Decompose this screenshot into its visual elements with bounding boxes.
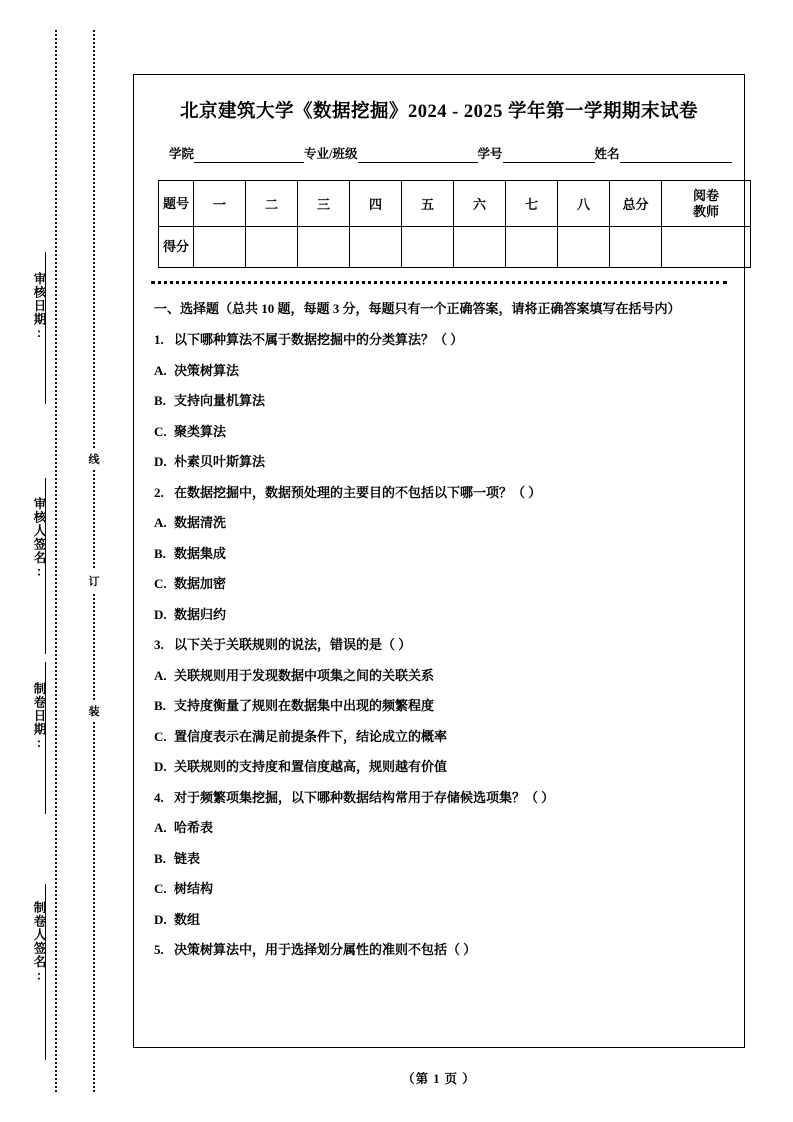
label-reviewer-signature: 审核人签名:	[32, 497, 46, 580]
question-3-option-c[interactable]	[154, 727, 724, 747]
cell-question-3: 三	[298, 181, 350, 227]
field-student-id[interactable]	[478, 144, 595, 163]
cell-grader-label-line1: 阅卷	[692, 188, 719, 204]
question-5-stem	[154, 940, 724, 960]
cell-score-1[interactable]	[194, 227, 246, 268]
page-title: 北京建筑大学《数据挖掘》2024 - 2025 学年第一学期期末试卷	[179, 102, 699, 122]
cell-question-label-text: 题号	[162, 195, 189, 211]
cell-score-grader[interactable]	[662, 227, 751, 268]
question-4-text: 对于频繁项集挖掘，以下哪种数据结构常用于存储候选项集？（ ）	[174, 789, 555, 805]
question-4-option-a[interactable]	[154, 818, 724, 838]
question-3-option-a-letter: A.	[154, 667, 167, 683]
question-3-option-d-text: 关联规则的支持度和置信度越高，规则越有价值	[174, 759, 448, 775]
cell-question-label	[159, 181, 194, 227]
question-2-option-b[interactable]	[154, 544, 724, 564]
cell-score-3[interactable]	[298, 227, 350, 268]
question-1-option-b-text: 支持向量机算法	[174, 393, 266, 409]
binding-margin	[0, 0, 133, 1122]
field-name[interactable]	[595, 144, 732, 163]
cell-question-6: 六	[454, 181, 506, 227]
field-major-class-blank[interactable]	[358, 148, 478, 163]
cell-question-2: 二	[246, 181, 298, 227]
question-2-option-b-text: 数据集成	[174, 545, 227, 561]
exam-body	[154, 298, 724, 960]
rail-char-line: 线	[86, 448, 102, 470]
cell-score-total[interactable]	[610, 227, 662, 268]
question-5-number: 5.	[154, 942, 164, 958]
question-1-option-d-letter: D.	[154, 454, 167, 470]
cell-grader-label-line2: 教师	[692, 203, 719, 219]
question-3-option-c-letter: C.	[154, 728, 167, 744]
question-4-option-d-letter: D.	[154, 911, 167, 927]
question-1-option-a[interactable]	[154, 361, 724, 381]
question-2-option-d[interactable]	[154, 605, 724, 625]
question-3-number: 3.	[154, 637, 164, 653]
rail-char-bind: 订	[86, 570, 102, 592]
field-student-id-blank[interactable]	[503, 148, 595, 163]
question-2-option-c[interactable]	[154, 574, 724, 594]
score-table	[158, 180, 751, 268]
field-college-label: 学院	[169, 147, 195, 161]
field-major-class-label: 专业/班级	[304, 147, 358, 161]
table-row-question-numbers	[159, 181, 751, 227]
cell-question-7: 七	[506, 181, 558, 227]
question-1-option-c-letter: C.	[154, 423, 167, 439]
question-1-option-a-text: 决策树算法	[174, 362, 240, 378]
exam-paper-frame	[133, 74, 745, 1048]
cell-score-6[interactable]	[454, 227, 506, 268]
section-heading-multiple-choice: 一、选择题（总共 10 题，每题 3 分，每题只有一个正确答案，请将正确答案填写在括号内）	[154, 301, 681, 316]
field-name-label: 姓名	[594, 147, 620, 161]
question-2-stem	[154, 483, 724, 503]
question-5-text: 决策树算法中，用于选择划分属性的准则不包括（ ）	[174, 942, 477, 958]
question-3-option-a-text: 关联规则用于发现数据中项集之间的关联关系	[174, 667, 435, 683]
student-info-row	[169, 144, 727, 163]
question-1-option-d[interactable]	[154, 452, 724, 472]
question-4-option-b-text: 链表	[174, 850, 201, 866]
question-2-option-a[interactable]	[154, 513, 724, 533]
cell-score-8[interactable]	[558, 227, 610, 268]
cell-question-8: 八	[558, 181, 610, 227]
question-3-option-b[interactable]	[154, 696, 724, 716]
question-4-option-c[interactable]	[154, 879, 724, 899]
question-1-text: 以下哪种算法不属于数据挖掘中的分类算法？（ ）	[174, 332, 464, 348]
question-2-text: 在数据挖掘中，数据预处理的主要目的不包括以下哪一项？（ ）	[174, 484, 542, 500]
question-3-option-d[interactable]	[154, 757, 724, 777]
question-3-text: 以下关于关联规则的说法，错误的是（ ）	[174, 637, 412, 653]
question-4-option-d[interactable]	[154, 910, 724, 930]
question-2-option-a-letter: A.	[154, 515, 167, 531]
field-name-blank[interactable]	[620, 148, 732, 163]
question-1-option-d-text: 朴素贝叶斯算法	[174, 454, 266, 470]
field-student-id-label: 学号	[477, 147, 503, 161]
field-college[interactable]	[169, 144, 304, 163]
binding-dotted-line-outer	[55, 30, 57, 1092]
cell-score-label-text: 得分	[162, 239, 189, 255]
question-1-option-b-letter: B.	[154, 393, 166, 409]
question-3-option-c-text: 置信度表示在满足前提条件下，结论成立的概率	[174, 728, 448, 744]
question-2-option-d-letter: D.	[154, 606, 167, 622]
rail-char-assemble: 装	[86, 700, 102, 722]
cell-question-5: 五	[402, 181, 454, 227]
question-2-number: 2.	[154, 484, 164, 500]
question-1-option-b[interactable]	[154, 391, 724, 411]
cell-total-label: 总分	[610, 181, 662, 227]
question-4-option-b[interactable]	[154, 849, 724, 869]
question-2-option-c-letter: C.	[154, 576, 167, 592]
cell-score-4[interactable]	[350, 227, 402, 268]
question-2-option-c-text: 数据加密	[174, 576, 227, 592]
question-4-option-a-text: 哈希表	[174, 820, 214, 836]
binding-dotted-line-inner	[93, 30, 95, 1092]
field-college-blank[interactable]	[194, 148, 304, 163]
question-2-option-a-text: 数据清洗	[174, 515, 227, 531]
question-1-option-a-letter: A.	[154, 362, 167, 378]
section-separator	[151, 281, 727, 284]
question-4-option-c-text: 树结构	[174, 881, 214, 897]
cell-score-5[interactable]	[402, 227, 454, 268]
question-2-option-d-text: 数据归约	[174, 606, 227, 622]
label-producer-signature: 制卷人签名:	[32, 901, 46, 984]
question-4-option-b-letter: B.	[154, 850, 166, 866]
question-4-option-d-text: 数组	[174, 911, 201, 927]
question-4-stem	[154, 788, 724, 808]
cell-score-7[interactable]	[506, 227, 558, 268]
table-row-scores	[159, 227, 751, 268]
question-1-option-c-text: 聚类算法	[174, 423, 227, 439]
question-4-option-c-letter: C.	[154, 881, 167, 897]
question-3-option-a[interactable]	[154, 666, 724, 686]
question-3-option-b-letter: B.	[154, 698, 166, 714]
label-review-date: 审核日期:	[32, 272, 46, 341]
question-4-number: 4.	[154, 789, 164, 805]
cell-question-4: 四	[350, 181, 402, 227]
question-1-number: 1.	[154, 332, 164, 348]
cell-grader-label	[662, 181, 751, 227]
question-1-stem	[154, 330, 724, 350]
question-1-option-c[interactable]	[154, 422, 724, 442]
question-3-option-b-text: 支持度衡量了规则在数据集中出现的频繁程度	[174, 698, 435, 714]
question-3-stem	[154, 635, 724, 655]
field-major-class[interactable]	[304, 144, 477, 163]
cell-score-label	[159, 227, 194, 268]
question-3-option-d-letter: D.	[154, 759, 167, 775]
page-footer: （第 1 页 ）	[402, 1072, 476, 1086]
question-4-option-a-letter: A.	[154, 820, 167, 836]
cell-question-1: 一	[194, 181, 246, 227]
cell-score-2[interactable]	[246, 227, 298, 268]
label-production-date: 制卷日期:	[32, 682, 46, 751]
question-2-option-b-letter: B.	[154, 545, 166, 561]
